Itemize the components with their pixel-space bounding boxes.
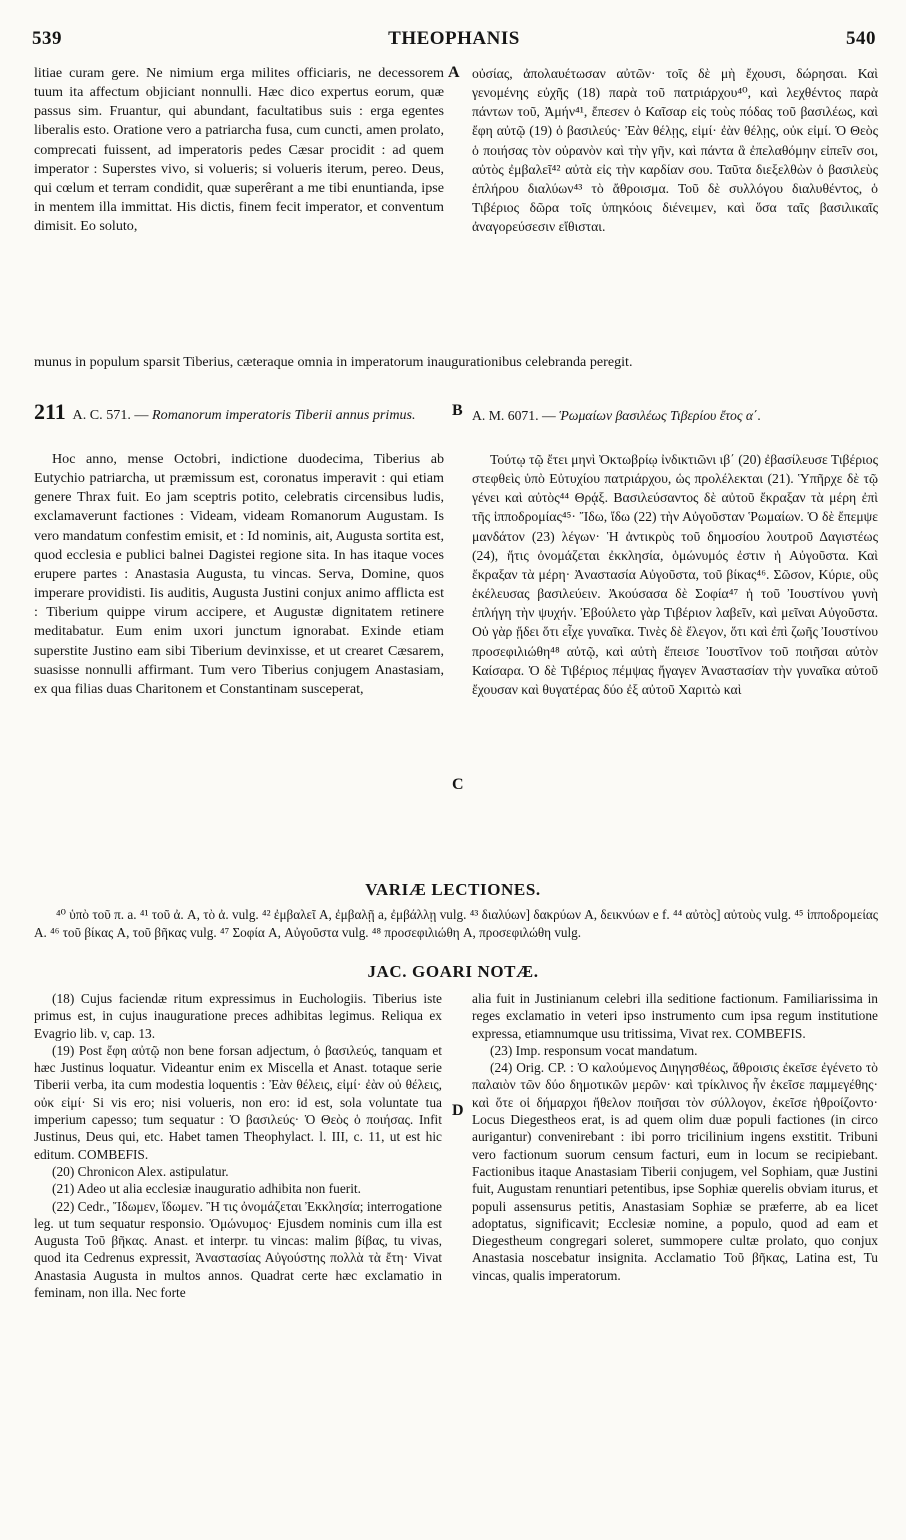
note-paragraph: (19) Post ἔφη αὐτῷ non bene forsan adjectum, ὁ βασιλεύς, tanquam et hæc Justinus loquatur. Videantur enim ex Miscella et Anast. totaque serie Tiberii verba, ita cum modestia loquentis : Ἐὰν θέλεις, εἰμί· ἐὰν οὐ θέλεις, οὐκ εἰμί· Si vis ero; nisi volueris, non ero: id est, sola voluntate tua imperium capesso; tum sequatur : Ὁ βασιλεύς· Ὁ Θεὸς ὁ ποιήσας. Infit Justinus, Deus qui, etc. Habet tamen Theophylact. l. III, c. 11, ut est hic editum. COMBEFIS. xyxy=(34,1042,442,1162)
margin-letter-a: A xyxy=(448,64,460,81)
greek-column-top xyxy=(472,64,878,352)
chronicle-entry-number: 211 xyxy=(34,399,66,424)
running-title: THEOPHANIS xyxy=(388,28,520,49)
latin-paragraph: litiae curam gere. Ne nimium erga milites officiaris, ne decessorem tuum ita affectum objiciant nonnulli. Hæc dico expertus eorum, quæ passus sim. Fruantur, qui abundant, facultatibus suis : erga egentes liberalis esto. Oratione vero a patriarcha fusa, cum cuncti, amen prolato, comprecati fuissent, ad imperatoris pedes Cæsar procidit : ad quem imperator : Superstes vivo, si volueris; si volueris iterum, pereo. Deus, qui cœlum et terram condidit, quæ superêrant a me tibi enuntianda, ipse in mentem illa immittat. His dictis, finem fecit imperator, et conventum dimisit. Eo soluto, xyxy=(34,65,444,235)
page-number-right: 540 xyxy=(846,28,876,49)
greek-paragraph: Τούτῳ τῷ ἔτει μηνὶ Ὀκτωβρίῳ ἰνδικτιῶνι ιβ΄ (20) ἐβασίλευσε Τιβέριος στεφθεὶς ὑπὸ Εὐτυχίου πατριάρχου, ὡς προλέλεκται (21). Ὑπῆρχε δὲ τῷ γένει καὶ αὐτὸς⁴⁴ Θρᾴξ. Βασιλεύσαντος δὲ αὐτοῦ ἔκραξαν τὰ μέρη ἐπὶ τῆς ἱπποδρομίας⁴⁵· Ἴδω, ἴδω (22) τὴν Αὐγοῦσταν Ῥωμαίων. Ὁ δὲ ἔπεμψε μανδάτον (23) λέγων· Ἡ ἀντικρὺς τοῦ δημοσίου λουτροῦ Δαγιστέως (24), ἥτις ὀνομάζεται ἐκκλησία, ὁμώνυμός ἐστιν ἡ Αὐγοῦστα. Καὶ ἔκραξαν τὰ μέρη· Ἀναστασία Αὐγοῦστα, τοῦ βίκας⁴⁶. Σῶσον, Κύριε, οὓς ἐκέλευσας βασιλεύειν. Ἀκούσασα δὲ Σοφία⁴⁷ ἡ τοῦ Ἰουστίνου γυνὴ ἐπλήγη τὴν ψυχήν. Ἐβούλετο γὰρ Τιβέριον λαβεῖν, καὶ μεῖναι Αὐγοῦστα. Οὐ γὰρ ᾔδει ὅτι εἶχε γυναῖκα. Τινὲς δὲ ἔλεγον, ὅτι καὶ ἐπὶ ζωῆς Ἰουστίνου προσεφιλιώθη⁴⁸ αὐτῷ, καὶ αὐτὴ ἔπεισε Ἰουστῖνον τοῦ ποιῆσαι αὐτὸν Καίσαρα. Ὁ δὲ Τιβέριος πέμψας ἤγαγεν Ἀναστασίαν τὴν γυναῖκα αὐτοῦ ἔχουσαν καὶ θυγατέρας δύο ἐξ αὐτοῦ Χαριτὼ καὶ xyxy=(472,452,878,697)
note-paragraph: (20) Chronicon Alex. astipulatur. xyxy=(52,1163,229,1179)
greek-column-body xyxy=(472,450,878,850)
margin-letter-c: C xyxy=(452,776,464,793)
greek-year-title: Ῥωμαίων βασιλέως Τιβερίου ἔτος α΄. xyxy=(559,408,762,423)
latin-column-top xyxy=(34,64,444,352)
latin-year-title: Romanorum imperatoris Tiberii annus primus. xyxy=(152,407,416,423)
greek-year-label: A. M. 6071. — xyxy=(472,408,556,423)
spanning-line: munus in populum sparsit Tiberius, cæteraque omnia in imperatorum inaugurationibus celebranda peregit. xyxy=(34,354,633,370)
note-paragraph: (21) Adeo ut alia ecclesiæ inauguratio adhibita non fuerit. xyxy=(52,1181,362,1197)
greek-paragraph: οὐσίας, ἀπολαυέτωσαν αὐτῶν· τοῖς δὲ μὴ ἔχουσι, δώρησαι. Καὶ γενομένης εὐχῆς (18) παρὰ τοῦ πατριάρχου⁴⁰, καὶ λεχθέντος παρὰ πάντων τοῦ, Ἀμήν⁴¹, ἔπεσεν ὁ Καῖσαρ εἰς τοὺς πόδας τοῦ βασιλέως, καὶ ἔφη αὐτῷ (19) ὁ βασιλεύς· Ἐὰν θέλῃς, εἰμί· ἐὰν θέλῃς, οὐκ εἰμί. Ὁ Θεὸς ὁ ποιήσας τὸν οὐρανὸν καὶ τὴν γῆν, καὶ πάντα ἃ ἐπελαθόμην εἰπεῖν σοι, αὐτὸς ἐμβαλεῖ⁴² αὐτὰ εἰς τὴν καρδίαν σου. Ταῦτα διεξελθὼν ὁ βασιλεὺς ἐπλήρου διαλύων⁴³ τὸ ἄθροισμα. Τοῦ δὲ συλλόγου διαλυθέντος, ὁ Τιβέριος δῶρα τοῖς ὑπηκόοις διένειμεν, καὶ ὅσα ταῖς βασιλικαῖς ἀναγορεύσεσιν εἴθισται. xyxy=(472,66,878,235)
latin-paragraph: Hoc anno, mense Octobri, indictione duodecima, Tiberius ab Eutychio patriarcha, ut præmissum est, coronatus imperavit : qui etiam genere Thrax fuit. Eo jam sceptris potito, celebratis circensibus ludis, exclamaverunt factiones : Videam, videam Romanorum Augustam. Is vero mandatum confestim emisit, et : Id nominis, ait, Augusta sortita est, quod ecclesia e publici balnei Dagistei regione sita. In has itaque voces erupere partes : Anastasia Augusta, tu vincas. Serva, Domine, quos imperare providisti. Iis auditis, Augusta Justini conjux animo afflicta est : Tiberium quippe virum accipere, et Augustæ dignitatem retinere meditabatur. Eum enim uxori junctum ignorabat. Exinde etiam superstite Justino eam sibi Tiberium devinxisse, et ut crearet Cæsarem, suasisse nonnulli affirmant. Tum vero Tiberius conjugem Anastasiam, ex qua filias duas Charitonem et Constantinam susceperat, xyxy=(34,451,444,697)
margin-letter-d: D xyxy=(452,1102,464,1119)
notes-heading: JAC. GOARI NOTÆ. xyxy=(367,962,539,981)
margin-letter-b: B xyxy=(452,402,463,419)
latin-column-body xyxy=(34,450,444,850)
note-paragraph: (22) Cedr., Ἴδωμεν, ἴδωμεν. Ἢ τις ὀνομάζεται Ἐκκλησία; interrogatione leg. ut tum sequatur responsio. Ὁμώνυμος· Ejusdem nominis cum illa est Augusta Τοῦ βῆκας. Anast. et interpr. tu vincas: malim βίβας, tu vivas, quod ita Cedrenus expressit, Ἀναστασίας Αὐγούστης πολλὰ τὰ ἔτη· Vivat Anastasia Augusta in multos annos. Quadrat certe hæc exclamatio in feminam, non illa. Nec forte xyxy=(34,1198,442,1301)
greek-year-heading xyxy=(472,406,878,425)
note-paragraph: (18) Cujus faciendæ ritum expressimus in Euchologiis. Tiberius iste primus est, in cujus inauguratione preces adhibitas legimus. Reliqua ex Evagrio lib. v, cap. 13. xyxy=(34,991,442,1041)
note-paragraph: (24) Orig. CP. : Ὁ καλούμενος Διηγησθέως, ἄθροισις ἐκεῖσε ἐγένετο τὸ παλαιὸν τῶν δύο δημοτικῶν μερῶν· καὶ τρίκλινος ἦν ἐκεῖσε παμμεγέθης· καὶ ὅτε οἱ δήμαρχοι ἤθελον ποιῆσαι τὸν σύλλογον, ἐκεῖσε ἠθροίζοντο· Locus Diegestheos erat, is ad quem olim duæ populi factiones (in circo aurigantur) convenirebant : ibi porro tricilinium ingens exstitit. Tribuni vero factionum suorum censum facturi, eum in locum se recipiebant. Factionibus itaque Anastasiam Tiberii conjugem, vel Sophiam, quæ Justini fuit, Augustam renuntiari petentibus, ipse Sophiæ querelis obviam iturus, et populi assensurus petitis, Anastasiam Sophiæ se præferre, ab ea licet adoptatus, significavit; Ecclesiæ nomine, a populo, quod ad eam et Diegestheum congregari soleret, summopere cultæ prolato, quo conjux Anastasia noscebatur insignita. Acclamatio Τοῦ βῆκας, Latina est, Tu vincas, qualis imperatorum. xyxy=(472,1060,878,1283)
latin-year-label: A. C. 571. — xyxy=(72,407,149,423)
page-number-left: 539 xyxy=(32,28,62,49)
note-paragraph: (23) Imp. responsum vocat mandatum. xyxy=(490,1042,698,1058)
page-header xyxy=(32,28,876,54)
notes-left-column xyxy=(34,990,442,1535)
latin-year-heading xyxy=(34,399,444,425)
notes-right-column xyxy=(472,990,878,1535)
note-paragraph: alia fuit in Justinianum celebri illa seditione factionum. Familiarissima in reges exclamatio in veteri ipso instrumento cum ipsa regum institutione expressa, etiamnumque usu tritissima, Vivat rex. COMBEFIS. xyxy=(472,991,878,1041)
variae-lectiones-heading: VARIÆ LECTIONES. xyxy=(365,880,541,899)
variae-lectiones-text: ⁴⁰ ὑπὸ τοῦ π. a. ⁴¹ τοῦ ἀ. A, τὸ ἀ. vulg. ⁴² ἐμβαλεῖ A, ἐμβαλῇ a, ἐμβάλλῃ vulg. ⁴³ διαλύων] δακρύων A, δεικνύων e f. ⁴⁴ αὐτὸς] αὐτοὺς vulg. ⁴⁵ ἱπποδρομείας A. ⁴⁶ τοῦ βίκας A, τοῦ βῆκας vulg. ⁴⁷ Σοφία A, Αὐγοῦστα vulg. ⁴⁸ προσεφιλιώθη A, προσεφιλώθη vulg. xyxy=(34,907,878,940)
